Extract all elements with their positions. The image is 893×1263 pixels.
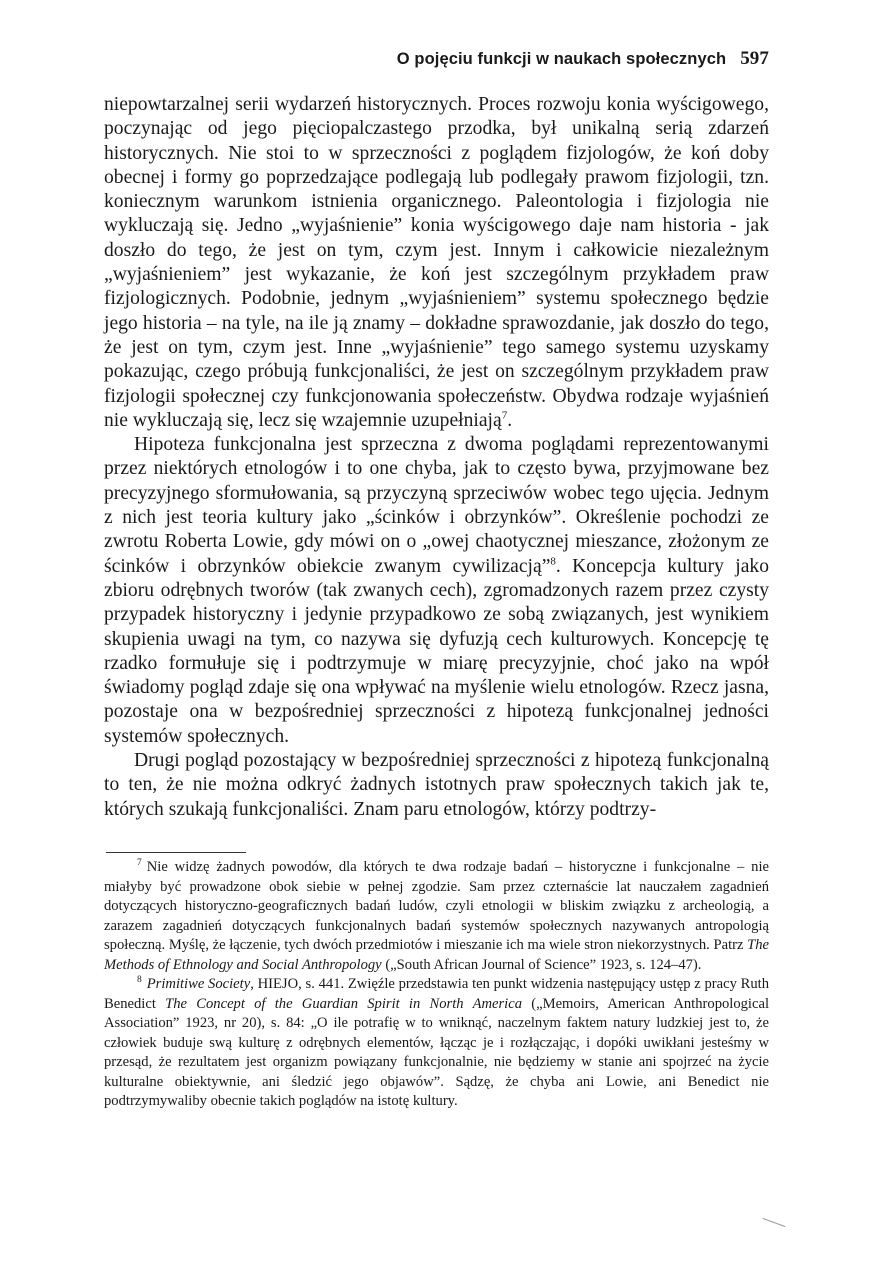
chapter-title: O pojęciu funkcji w naukach społecznych [396,50,727,68]
page-number: 597 [740,48,769,69]
footnote-7 [104,858,769,975]
footnote-number: 7 [137,858,142,869]
footnote-text: Nie widzę żadnych powodów, dla których te dwa rodzaje badań – historyczne i funkcjonalne – nie miałyby być prowadzone obok siebie w pełnej zgodzie. Sam przez czternaście lat nauczałem zagadnień dotyczących historyczno-geograficznych badań ludów, czyli etnologii w bliskim związku z archeologią, a zarazem zagadnień dotyczących funkcjonalnych badań systemów społecznych nazywanych antropologią społeczną. Myślę, że łączenie, tych dwóch przedmiotów i mieszanie ich ma wiele stron niekorzystnych. Patrz [104,859,769,953]
footnote-divider [106,852,246,853]
footnote-number: 8 [137,975,142,986]
footnote-ref-8: 8 [550,555,556,568]
paragraph-3-text: Drugi pogląd pozostający w bezpośredniej sprzeczności z hipotezą funkcjonalną to ten, że nie można odkryć żadnych istotnych praw społecznych takich jak te, których szukają funkcjonaliści. Znam paru etnologów, którzy podtrzy- [104,750,769,820]
running-head [104,48,769,70]
paragraph-2-text: Hipoteza funkcjonalna jest sprzeczna z dwoma poglądami reprezentowanymi przez niektórych etnologów i to one chyba, jak to często bywa, przyjmowane bez precyzyjnego sformułowania, są przyczyną sprzeciwów wobec tego ujęcia. Jednym z nich jest teoria kultury jako „ścinków i obrzynków”. Określenie pochodzi ze zwrotu Roberta Lowie, gdy mówi on o „owej chaotycznej mieszance, złożonym ze ścinków i obrzynków obiekcie zwanym cywilizacją” [104,434,769,577]
paragraph-1 [104,93,769,433]
paragraph-1-text: niepowtarzalnej serii wydarzeń historycznych. Proces rozwoju konia wyścigowego, poczynając od jego pięciopalczastego przodka, był unikalną serią zdarzeń historycznych. Nie stoi to w sprzeczności z poglądem fizjologów, że koń doby obecnej i formy go poprzedzające podlegają lub podlegały prawom fizjologii, tzn. koniecznym warunkom istnienia organicznego. Paleontologia i fizjologia nie wykluczają się. Jedno „wyjaśnienie” konia wyścigowego daje nam historia - jak doszło do tego, że jest on tym, czym jest. Innym i całkowicie niezależnym „wyjaśnieniem” jest wykazanie, że koń jest szczególnym przykładem praw fizjologicznych. Podobnie, jednym „wyjaśnieniem” systemu społecznego będzie jego historia – na tyle, na ile ją znamy – dokładne sprawozdanie, jak doszło do tego, że jest on tym, czym jest. Inne „wyjaśnienie” tego samego systemu uzyskamy pokazując, czego próbują funkcjonaliści, że jest on szczególnym przykładem praw fizjologii społecznej czy funkcjonowania społeczeństw. Obydwa rodzaje wyjaśnień nie wykluczają się, lecz się wzajemnie uzupełniają [104,94,769,431]
footnote-text: , HIEJO, s. 441. Zwięźle przedstawia ten punkt widzenia następujący ustęp z pracy Ruth Benedict [104,976,769,1012]
footnote-text: („Memoirs, American Anthropological Association” 1923, nr 20), s. 84: „O ile potrafię w to wniknąć, naczelnym faktem natury ludzkiej jest to, że człowiek buduje swą kulturę z odrębnych elementów, łącząc je i rozłączając, i dopóki uwikłani jesteśmy w przesąd, że rezultatem jest organizm powiązany funkcjonalnie, nie będziemy w stanie ani spojrzeć na życie kulturalne obiektywnie, ani śledzić jego objawów”. Sądzę, że chyba ani Lowie, ani Benedict nie podtrzymywaliby obecnie takich poglądów na istotę kultury. [104,995,769,1109]
footnote-title: The Methods of Ethnology and Social Anthropology [104,937,770,973]
footnotes [104,858,769,1112]
scan-mark [763,1218,786,1227]
paragraph-2-end: . Koncepcja kultury jako zbioru odrębnych tworów (tak zwanych cech), zgromadzonych razem przez czysty przypadek historyczny i jedynie przypadkowo ze sobą związanych, jest wynikiem skupienia uwagi na tym, co nazywa się dyfuzją cech kulturowych. Koncepcję tę rzadko formułuje się i podtrzymuje w miarę precyzyjnie, choć jako na wpół świadomy pogląd zdaje się ona wpływać na myślenie wielu etnologów. Rzecz jasna, pozostaje ona w bezpośredniej sprzeczności z hipotezą funkcjonalnej jedności systemów społecznych. [104,555,769,747]
paragraph-3 [104,749,769,822]
footnote-title: Primitiwe Society [146,976,251,992]
main-text [104,93,769,822]
paragraph-1-end: . [507,409,513,431]
footnote-title: The Concept of the Guardian Spirit in North America [165,995,523,1012]
paragraph-2 [104,433,769,749]
footnote-text: („South African Journal of Science” 1923, s. 124–47). [381,956,702,973]
footnote-8 [104,975,769,1112]
footnote-ref-7: 7 [501,409,508,422]
